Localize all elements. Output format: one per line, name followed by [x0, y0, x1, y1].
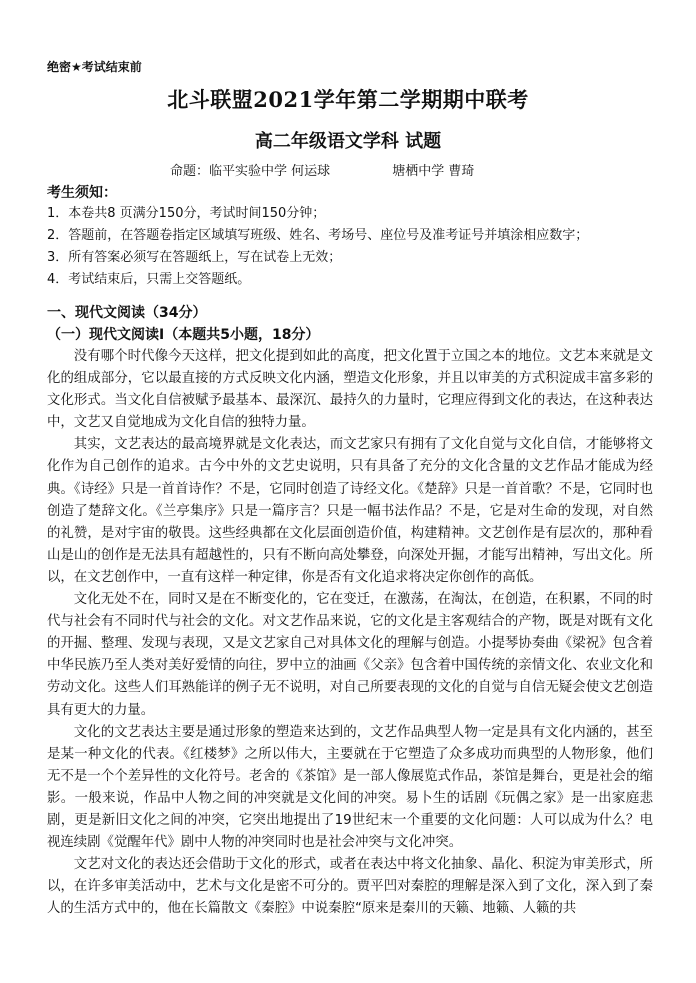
author-1: 命题：临平实验中学 何运球	[170, 164, 331, 179]
notice-item: 4．考试结束后，只需上交答题纸。	[47, 272, 251, 287]
paragraph: 文化的文艺表达主要是通过形象的塑造来达到的，文艺作品典型人物一定是具有文化内涵的，甚至是某一种文化的代表。《红楼梦》之所以伟大，主要就在于它塑造了众多成功而典型的人物形象，他们无不是一个个差异性的文化符号。老舍的《茶馆》是一部人像展览式作品，茶馆是舞台，更是社会的缩影。一般来说，作品中人物之间的冲突就是文化间的冲突。易卜生的话剧《玩偶之家》是一出家庭悲剧，更是新旧文化之间的冲突，它突出地提出了19世纪末一个重要的文化问题：人可以成为什么？电视连续剧《觉醒年代》剧中人物的冲突同时也是社会冲突与文化冲突。	[47, 724, 653, 851]
authors-line	[170, 160, 474, 179]
paragraph: 文艺对文化的表达还会借助于文化的形式，或者在表达中将文化抽象、晶化、积淀为审美形式，所以，在许多审美活动中，艺术与文化是密不可分的。贾平凹对秦腔的理解是深入到了文化，深入到了秦人的生活方式中的，他在长篇散文《秦腔》中说秦腔“原来是秦川的天籁、地籁、人籁的共	[47, 857, 653, 917]
reading-passage	[47, 346, 653, 920]
notice-item: 1．本卷共8 页满分150分，考试时间150分钟；	[47, 206, 326, 221]
notice-list	[47, 203, 667, 291]
paragraph: 没有哪个时代像今天这样，把文化提到如此的高度，把文化置于立国之本的地位。文艺本来就是文化的组成部分，它以最直接的方式反映文化内涵，塑造文化形象，并且以审美的方式积淀成丰富多彩的文化形式。当文化自信被赋予最基本、最深沉、最持久的力量时，它理应得到文化的表达，在这种表达中，文艺又自觉地成为文化自信的独特力量。	[47, 349, 653, 431]
notice-item: 3．所有答案必须写在答题纸上，写在试卷上无效；	[47, 250, 342, 265]
section-subheading: （一）现代文阅读Ⅰ（本题共5小题，18分）	[47, 327, 320, 343]
exam-title: 北斗联盟2021学年第二学期期中联考	[167, 87, 529, 112]
secret-mark: 绝密★考试结束前	[47, 60, 142, 74]
paragraph: 文化无处不在，同时又是在不断变化的，它在变迁，在激荡，在淘汰，在创造，在积累，不同的时代与社会有不同时代与社会的文化。对文艺作品来说，它的文化是主客观结合的产物，既是对既有文化的开掘、整理、发现与表现，又是文艺家自己对具体文化的理解与创造。小提琴协奏曲《梁祝》包含着中华民族乃至人类对美好爱情的向往，罗中立的油画《父亲》包含着中国传统的亲情文化、农业文化和劳动文化。这些人们耳熟能详的例子无不说明，对自己所要表现的文化的自觉与自信无疑会使文艺创造具有更大的力量。	[47, 592, 653, 718]
notice-item: 2．答题前，在答题卷指定区域填写班级、姓名、考场号、座位号及准考证号并填涂相应数字；	[47, 228, 589, 243]
author-2: 塘栖中学 曹琦	[392, 164, 475, 179]
section-heading: 一、现代文阅读（34分）	[47, 305, 207, 321]
notice-title: 考生须知：	[47, 185, 117, 201]
paragraph: 其实，文艺表达的最高境界就是文化表达，而文艺家只有拥有了文化自觉与文化自信，才能够将文化作为自己创作的追求。古今中外的文艺史说明，只有具备了充分的文化含量的文艺作品才能成为经典。《诗经》只是一首首诗作？不是，它同时创造了诗经文化。《楚辞》只是一首首歌？不是，它同时也创造了楚辞文化。《兰亭集序》只是一篇序言？只是一幅书法作品？不是，它是对生命的发现，对自然的礼赞，是对宇宙的敬畏。这些经典都在文化层面创造价值，构建精神。文艺创作是有层次的，那种看山是山的创作是无法具有超越性的，只有不断向高处攀登，向深处开掘，才能写出精神，写出文化。所以，在文艺创作中，一直有这样一种定律，你是否有文化追求将决定你创作的高低。	[47, 437, 653, 585]
exam-subtitle: 高二年级语文学科 试题	[254, 131, 442, 152]
